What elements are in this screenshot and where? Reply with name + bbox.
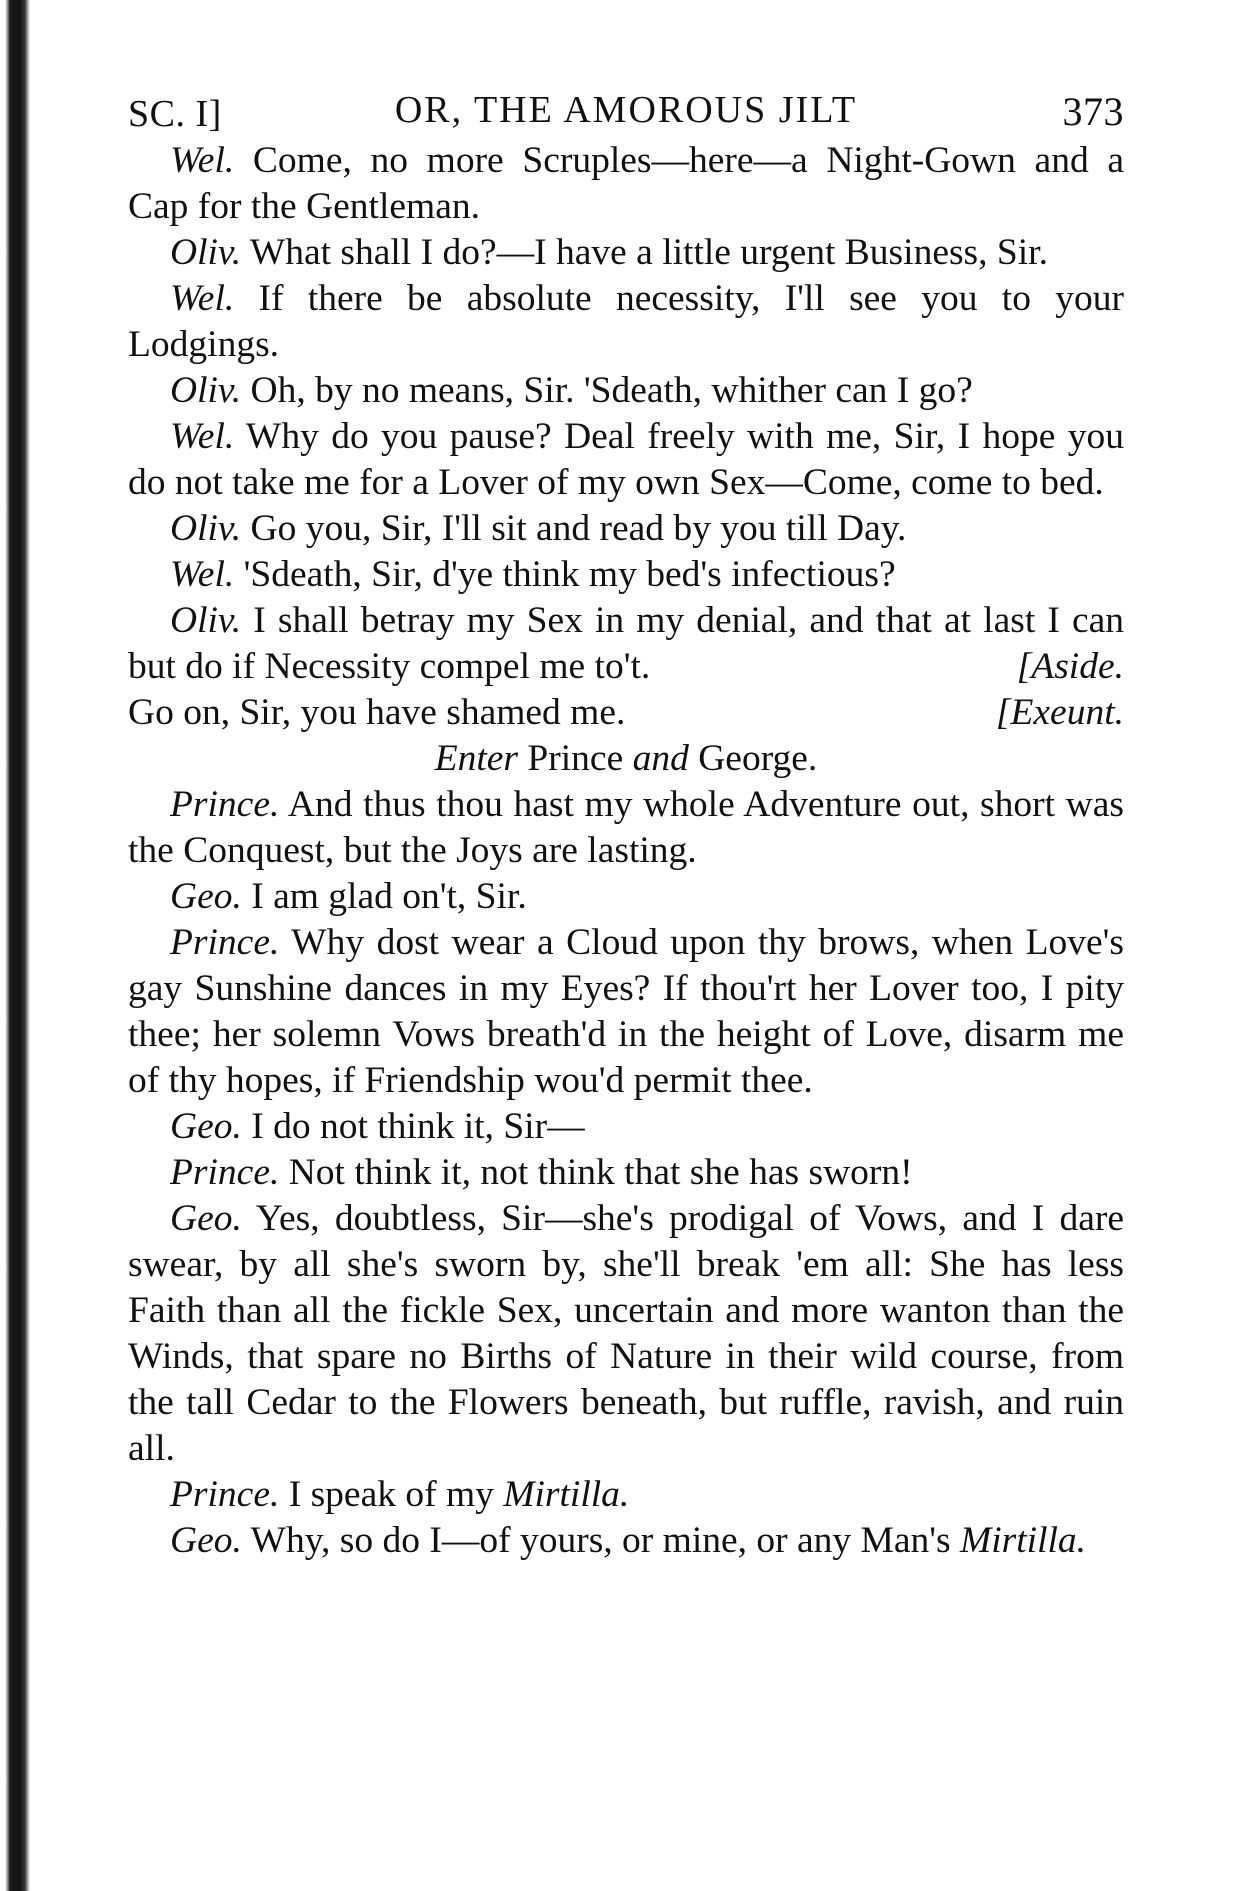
speech: Not think it, not think that she has sworn! — [279, 1152, 913, 1193]
speaker-name: Geo. — [170, 1520, 242, 1561]
exeunt-direction: [Exeunt. — [995, 692, 1124, 733]
speech: Oh, by no means, Sir. 'Sdeath, whither can I go? — [241, 370, 973, 411]
speech: And thus thou hast my whole Adventure out, short was the Conquest, but the Joys are lasting. — [128, 784, 1124, 871]
speech: Why do you pause? Deal freely with me, Sir, I hope you do not take me for a Lover of my own Sex—Come, come to bed. — [128, 416, 1124, 503]
stage-name-prince: Prince — [518, 738, 633, 779]
speech: Yes, doubtless, Sir—she's prodigal of Vows, and I dare swear, by all she's sworn by, she'll break 'em all: She has less Faith than all the fickle Sex, uncertain and more wanton than the Winds, that spare no Births of Nature in their wild course, from the tall Cedar to the Flowers beneath, but ruffle, ravish, and ruin all. — [128, 1198, 1124, 1469]
speaker-name: Oliv. — [170, 370, 242, 411]
stage-enter: Enter — [434, 738, 519, 779]
speech: Why dost wear a Cloud upon thy brows, when Love's gay Sunshine dances in my Eyes? If thou'rt her Lover too, I pity thee; her solemn Vows breath'd in the height of Love, disarm me of thy hopes, if Friendship wou'd permit thee. — [128, 922, 1124, 1101]
dialogue-line — [128, 230, 1124, 276]
dialogue-line — [128, 368, 1124, 414]
running-header — [128, 74, 1124, 138]
speaker-name: Wel. — [170, 278, 235, 319]
dialogue-line — [128, 920, 1124, 1104]
speaker-name: Oliv. — [170, 232, 242, 273]
speaker-name: Wel. — [170, 554, 235, 595]
speaker-name: Prince. — [170, 1152, 280, 1193]
speaker-name: Prince. — [170, 1474, 280, 1515]
dialogue-line — [128, 552, 1124, 598]
play-text — [128, 138, 1124, 1564]
dialogue-line — [128, 414, 1124, 506]
speech: 'Sdeath, Sir, d'ye think my bed's infectious? — [234, 554, 896, 595]
aside-direction: [Aside. — [1016, 646, 1124, 687]
dialogue-line — [128, 782, 1124, 874]
speech: Why, so do I—of yours, or mine, or any Man's — [241, 1520, 960, 1561]
emphasis-name: Mirtilla. — [503, 1474, 630, 1515]
stage-direction — [128, 736, 1124, 782]
speech: I shall betray my Sex in my denial, and that at last I can but do if Necessity compel me to't. — [128, 600, 1124, 687]
speaker-name: Wel. — [170, 416, 235, 457]
dialogue-line — [128, 874, 1124, 920]
speech: What shall I do?—I have a little urgent Business, Sir. — [241, 232, 1048, 273]
dialogue-line — [128, 276, 1124, 368]
running-title: OR, THE AMOROUS JILT — [394, 89, 858, 131]
speech: I speak of my — [279, 1474, 504, 1515]
speaker-name: Wel. — [170, 140, 235, 181]
speaker-name: Geo. — [170, 1198, 242, 1239]
dialogue-line — [128, 690, 1124, 736]
speech: If there be absolute necessity, I'll see you to your Lodgings. — [128, 278, 1124, 365]
speech: Go you, Sir, I'll sit and read by you till Day. — [241, 508, 907, 549]
page-number: 373 — [1062, 89, 1124, 134]
speech: Come, no more Scruples—here—a Night-Gown and a Cap for the Gentleman. — [128, 140, 1124, 227]
speech: I do not think it, Sir— — [241, 1106, 585, 1147]
book-page — [128, 74, 1124, 1564]
section-label: SC. I] — [128, 93, 222, 135]
speaker-name: Oliv. — [170, 508, 242, 549]
dialogue-line — [128, 1472, 1124, 1518]
speaker-name: Geo. — [170, 1106, 242, 1147]
speaker-name: Prince. — [170, 922, 280, 963]
dialogue-line — [128, 1518, 1124, 1564]
emphasis-name: Mirtilla. — [959, 1520, 1087, 1561]
speaker-name: Oliv. — [170, 600, 242, 641]
dialogue-line — [128, 1104, 1124, 1150]
dialogue-line — [128, 1150, 1124, 1196]
stage-and: and — [632, 738, 689, 779]
dialogue-line — [128, 598, 1124, 690]
speech: I am glad on't, Sir. — [241, 876, 527, 917]
speech: Go on, Sir, you have shamed me. — [128, 692, 626, 733]
scan-binding-edge — [0, 0, 30, 1891]
dialogue-line — [128, 1196, 1124, 1472]
stage-name-george: George. — [688, 738, 818, 779]
speaker-name: Geo. — [170, 876, 242, 917]
dialogue-line — [128, 138, 1124, 230]
dialogue-line — [128, 506, 1124, 552]
speaker-name: Prince. — [170, 784, 280, 825]
